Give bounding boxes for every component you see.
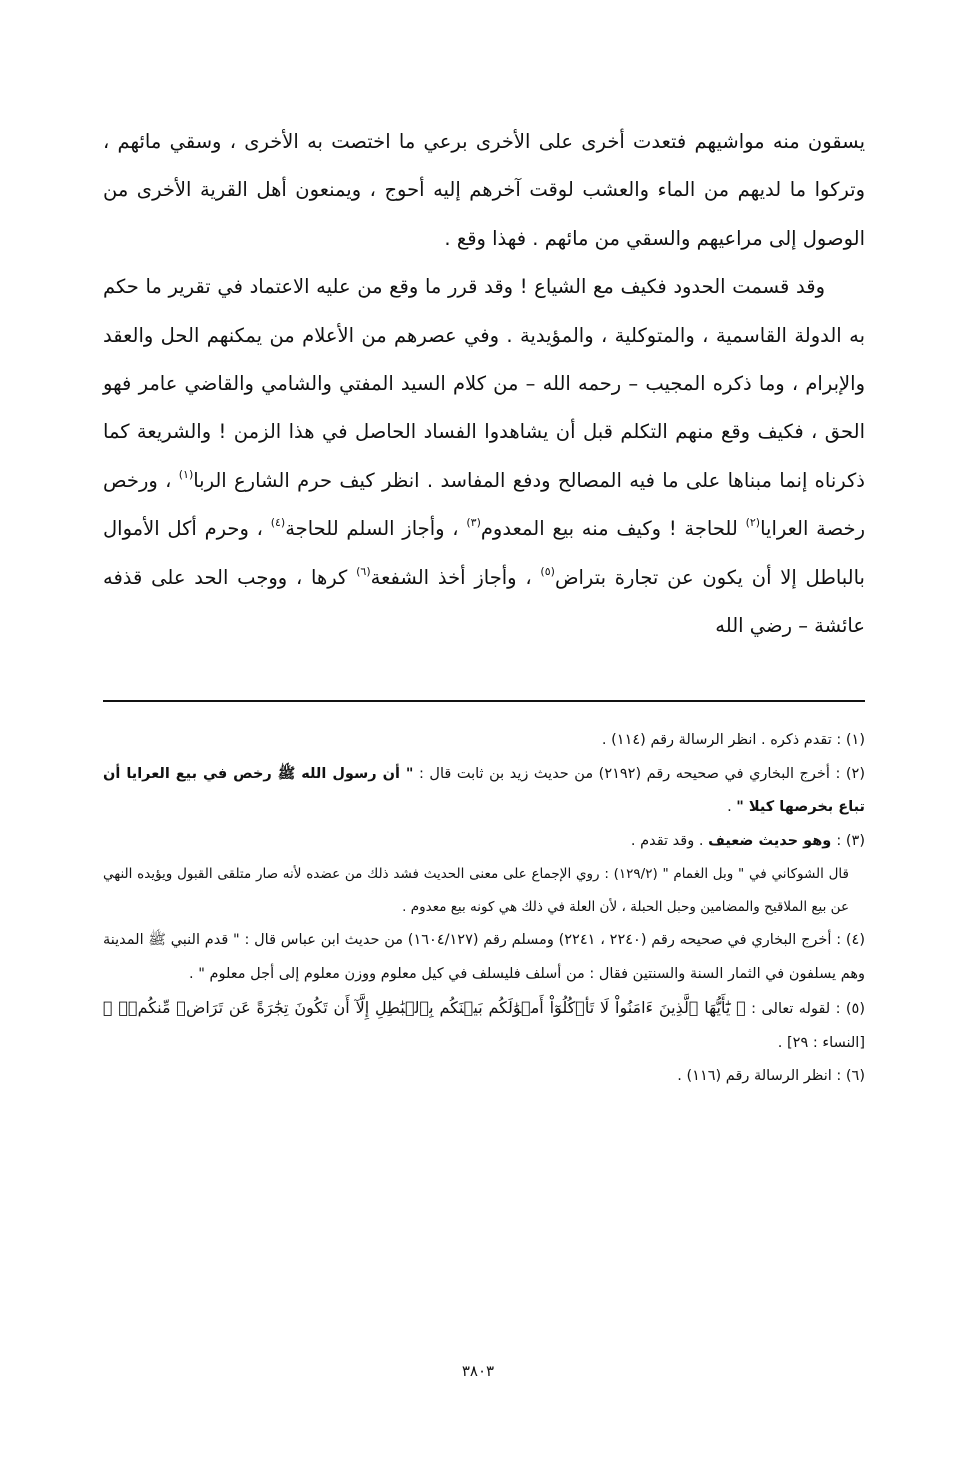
footnote-2-hadith: " أن رسول الله ﷺ رخص في بيع العرايا أن تباع بخرصها كيلا " bbox=[103, 765, 865, 815]
footnote-2-number: (٢) : bbox=[835, 765, 866, 782]
paragraph-2-seg-5: ، وحرم أكل الأموال بالباطل إلا أن يكون عن تجارة بتراض bbox=[103, 517, 865, 589]
footnote-5-citation: [النساء : ٢٩] . bbox=[777, 1034, 865, 1051]
footnote-5-text: لقوله تعالى : bbox=[745, 1001, 836, 1017]
paragraph-2-seg-6: ، وأجاز أخذ الشفعة bbox=[370, 565, 541, 589]
page-number: ٣٨٠٣ bbox=[461, 1362, 495, 1380]
footnote-3-grade: وهو حديث ضعيف bbox=[708, 832, 837, 849]
paragraph-2-seg-7: كرها ، ووجب الحد على قذفه عائشة – رضي الله bbox=[103, 565, 865, 638]
paragraph-2-seg-4: ، وأجاز السلم للحاجة bbox=[285, 517, 467, 541]
footnote-ref-5[interactable]: (٥) bbox=[540, 564, 555, 578]
footnote-3 bbox=[103, 825, 865, 925]
footnote-ref-3[interactable]: (٣) bbox=[466, 516, 481, 530]
footnote-2-end: . bbox=[727, 799, 737, 815]
footnote-4-text: أخرج البخاري في صحيحه رقم (٢٢٤٠ ، ٢٢٤١) ومسلم رقم (١٦٠٤/١٢٧) من حديث ابن عباس قال : " قدم النبي ﷺ المدينة وهم يسلفون في الثمار السنة والسنتين فقال : من أسلف فليسلف في كيل معلوم ووزن معلوم إلى أجل معلوم " . bbox=[103, 932, 865, 982]
footnote-6 bbox=[103, 1060, 865, 1094]
footnote-divider bbox=[103, 700, 865, 702]
main-text bbox=[103, 118, 865, 650]
footnote-3-text: . وقد تقدم . bbox=[630, 832, 709, 849]
footnote-6-text: انظر الرسالة رقم (١١٦) . bbox=[677, 1068, 837, 1084]
footnote-1 bbox=[103, 724, 865, 758]
footnote-6-number: (٦) : bbox=[836, 1068, 865, 1084]
footnote-1-text: تقدم ذكره . انظر الرسالة رقم (١١٤) . bbox=[601, 732, 837, 748]
footnote-1-number: (١) : bbox=[836, 732, 865, 748]
paragraph-2-seg-2: ، ورخص رخصة العرايا bbox=[103, 468, 865, 541]
paragraph-1: يسقون منه مواشيهم فتعدت أخرى على الأخرى برعي ما اختصت به الأخرى ، وسقي مائهم ، وتركوا ما لديهم من الماء والعشب لوقت آخرهم إليه أحوج ، ويمنعون أهل القرية الأخرى من الوصول إلى مراعيهم والسقي من مائهم . فهذا وقع . bbox=[103, 130, 865, 250]
footnote-ref-4[interactable]: (٤) bbox=[270, 516, 286, 530]
footnotes bbox=[103, 724, 865, 1094]
footnote-4 bbox=[103, 924, 865, 991]
page-body bbox=[103, 118, 865, 650]
footnote-5 bbox=[103, 991, 865, 1060]
paragraph-2 bbox=[103, 263, 865, 650]
footnote-5-quran-verse: ﴿ يَٰٓأَيُّهَا ٱلَّذِينَ ءَامَنُواْ لَا تَأۡكُلُوٓاْ أَمۡوَٰلَكُم بَيۡنَكُم بِٱلۡبَٰطِلِ إِلَّآ أَن تَكُونَ تِجَٰرَةً عَن تَرَاضٖ مِّنكُمۡۚ ﴾ bbox=[103, 998, 746, 1017]
footnote-ref-1[interactable]: (١) bbox=[178, 467, 194, 481]
footnote-ref-2[interactable]: (٢) bbox=[745, 516, 761, 530]
footnote-3-number: (٣) : bbox=[836, 832, 865, 849]
footnote-2-text: أخرج البخاري في صحيحه رقم (٢١٩٢) من حديث زيد بن ثابت قال : bbox=[413, 765, 836, 782]
paragraph-2-seg-3: للحاجة ! وكيف منه بيع المعدوم bbox=[480, 517, 746, 541]
footnote-4-number: (٤) : bbox=[836, 932, 865, 948]
footnote-5-number: (٥) : bbox=[835, 1001, 865, 1017]
footnote-2 bbox=[103, 758, 865, 825]
paragraph-2-seg-1: وقد قسمت الحدود فكيف مع الشياع ! وقد قرر ما وقع من عليه الاعتماد في تقرير ما حكم به الدولة القاسمية ، والمتوكلية ، والمؤيدية . وفي عصرهم من الأعلام من يمكنهم الحل والعقد والإبرام ، وما ذكره المجيب – رحمه الله – من كلام السيد المفتي والشامي والقاضي عامر فهو الحق ، فكيف وقع منهم التكلم قبل أن يشاهدوا الفساد الحاصل في هذا الزمن ! والشريعة كما ذكرناه إنما مبناها على ما فيه المصالح ودفع المفاسد . انظر كيف حرم الشارع الربا bbox=[103, 275, 865, 492]
footnote-3-note: قال الشوكاني في " وبل الغمام " (١٢٩/٢) : روي الإجماع على معنى الحديث فشد ذلك من عضده لأنه صار متلقى القبول ويؤيده النهي عن بيع الملاقيح والمضامين وحبل الحبلة ، لأن العلة في ذلك هي كونه بيع معدوم . bbox=[103, 866, 850, 915]
footnote-ref-6[interactable]: (٦) bbox=[356, 564, 371, 578]
